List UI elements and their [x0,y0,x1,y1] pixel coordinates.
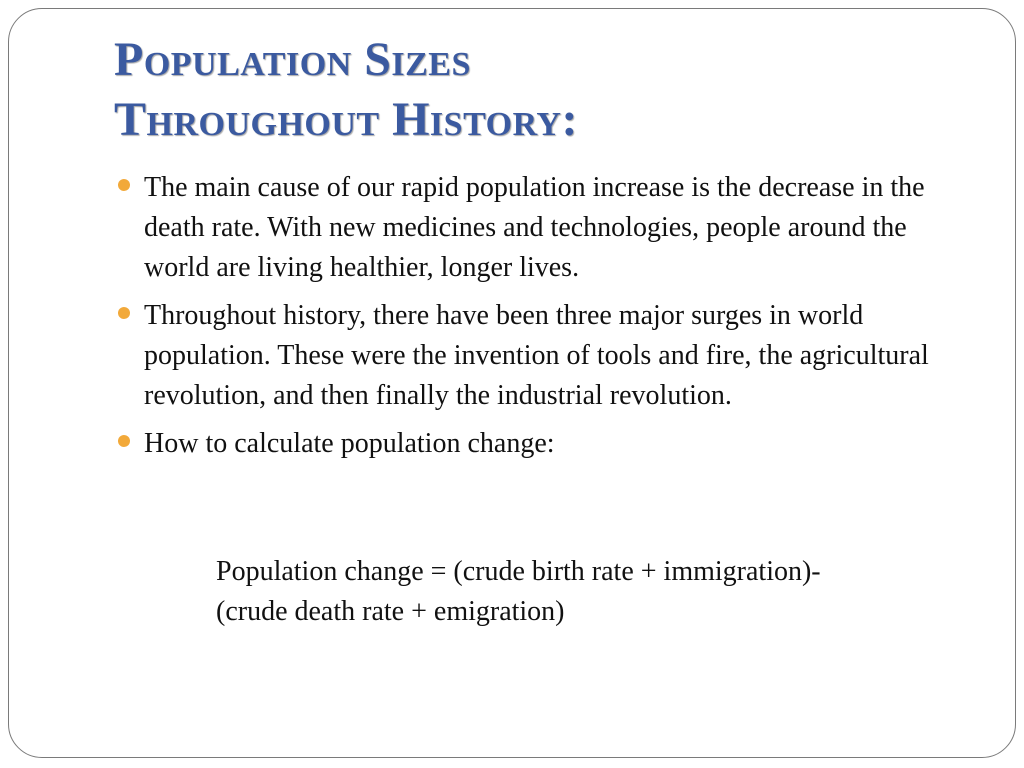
bullet-item-death-rate [112,168,962,288]
bullet-text: Throughout history, there have been three major surges in world population. These were the invention of tools and fire, the agricultural revolution, and then finally the industrial revolution. [144,300,929,411]
bullet-marker-icon [118,435,130,447]
formula-line-2: (crude death rate + emigration) [216,596,565,627]
bullet-item-calculate-change [112,424,962,464]
slide-title [114,30,934,150]
title-line-1: Population Sizes [114,33,471,86]
title-line-2: Throughout History: [114,93,578,146]
bullet-list [112,168,962,472]
bullet-marker-icon [118,307,130,319]
bullet-text: How to calculate population change: [144,428,555,459]
formula-line-1: Population change = (crude birth rate + immigration)- [216,556,821,587]
bullet-text: The main cause of our rapid population increase is the decrease in the death rate. With new medicines and technologies, people around the world are living healthier, longer lives. [144,172,925,283]
population-change-formula [216,552,976,632]
bullet-marker-icon [118,179,130,191]
bullet-item-population-surges [112,296,962,416]
